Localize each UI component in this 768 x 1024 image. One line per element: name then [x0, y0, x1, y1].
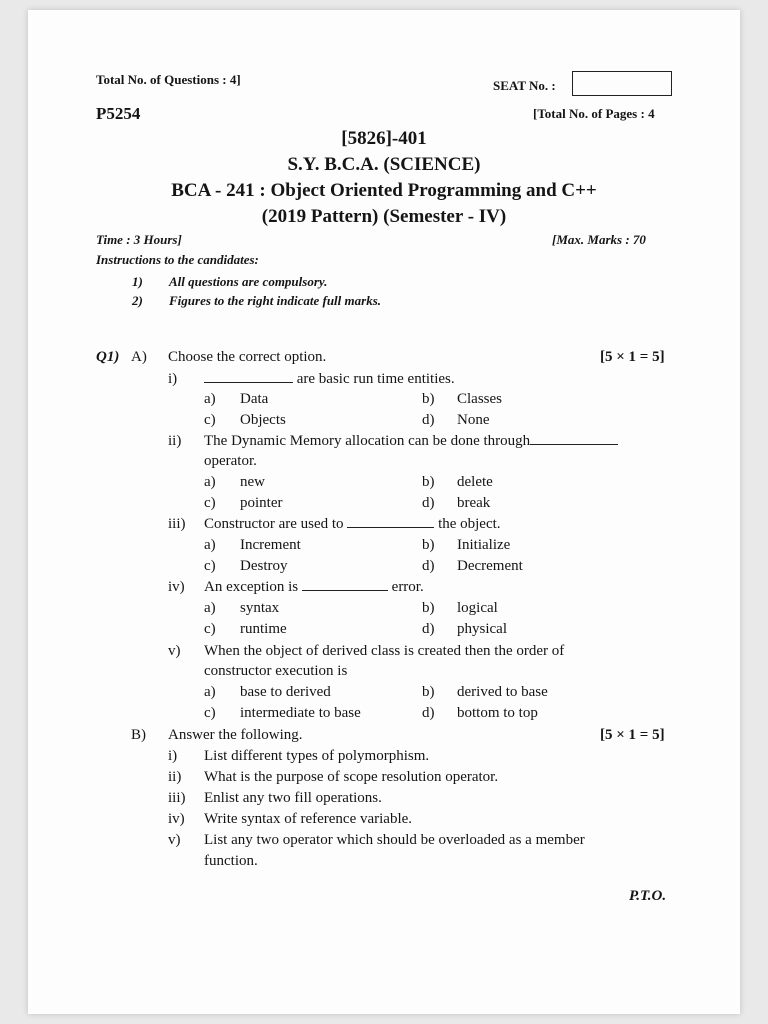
question-text: Constructor are used to the object. [204, 516, 501, 532]
subject-title: BCA - 241 : Object Oriented Programming and C++ [171, 180, 597, 201]
option-label: a) [204, 474, 216, 490]
instruction-number: 2) [132, 293, 143, 308]
option-text: derived to base [457, 684, 548, 700]
item-text: Write syntax of reference variable. [204, 811, 413, 827]
course-name: S.Y. B.C.A. (SCIENCE) [287, 154, 481, 175]
question-number: v) [168, 643, 181, 659]
option-text: delete [457, 474, 493, 490]
option-label: c) [204, 412, 216, 428]
item-number: iii) [168, 790, 186, 806]
question-text: The Dynamic Memory allocation can be done through [204, 433, 618, 450]
item-text: List different types of polymorphism. [204, 748, 430, 764]
option-text: Objects [240, 412, 286, 428]
option-label: b) [422, 684, 435, 700]
answer-blank [302, 589, 388, 591]
question-text-continued: constructor execution is [204, 663, 348, 679]
option-label: d) [422, 412, 435, 428]
option-label: d) [422, 558, 435, 574]
item-number: i) [168, 748, 178, 764]
option-text: physical [457, 621, 507, 637]
total-pages: [Total No. of Pages : 4 [533, 106, 655, 121]
option-label: b) [422, 391, 435, 407]
exam-page [28, 10, 740, 1014]
part-a-heading: Choose the correct option. [168, 349, 327, 365]
question-number: i) [168, 371, 178, 387]
option-text: bottom to top [457, 705, 538, 721]
item-text: List any two operator which should be overloaded as a member [204, 832, 585, 848]
instruction-text: Figures to the right indicate full marks. [169, 293, 382, 308]
option-text: break [457, 495, 491, 511]
option-label: c) [204, 558, 216, 574]
option-text: None [457, 412, 490, 428]
max-marks: [Max. Marks : 70 [552, 232, 646, 247]
time-allowed: Time : 3 Hours] [96, 232, 182, 247]
exam-code: [5826]-401 [341, 128, 427, 149]
question-number: ii) [168, 433, 182, 449]
option-text: Decrement [457, 558, 523, 574]
please-turn-over: P.T.O. [629, 888, 667, 904]
option-text: logical [457, 600, 498, 616]
instruction-number: 1) [132, 274, 143, 289]
option-text: Increment [240, 537, 301, 553]
part-b-marks: [5 × 1 = 5] [600, 727, 665, 743]
part-a-marks: [5 × 1 = 5] [600, 349, 665, 365]
option-text: syntax [240, 600, 280, 616]
question-label: Q1) [96, 349, 120, 365]
question-text: An exception is error. [204, 579, 424, 595]
option-text: Initialize [457, 537, 511, 553]
question-text-continued: operator. [204, 453, 257, 469]
option-label: c) [204, 495, 216, 511]
option-label: d) [422, 621, 435, 637]
part-b-heading: Answer the following. [168, 727, 303, 743]
option-label: a) [204, 600, 216, 616]
option-label: b) [422, 537, 435, 553]
item-number: iv) [168, 811, 185, 827]
seat-label: SEAT No. : [493, 78, 556, 93]
pattern-semester: (2019 Pattern) (Semester - IV) [261, 206, 507, 227]
item-text: Enlist any two fill operations. [204, 790, 382, 806]
part-b-label: B) [131, 727, 146, 743]
option-text: pointer [240, 495, 283, 511]
option-text: Classes [457, 391, 502, 407]
paper-code: P5254 [96, 104, 141, 123]
option-label: d) [422, 705, 435, 721]
item-text-continued: function. [204, 853, 258, 869]
instructions-heading: Instructions to the candidates: [96, 252, 259, 267]
option-label: c) [204, 705, 216, 721]
seat-number-box [572, 71, 672, 96]
option-text: base to derived [240, 684, 331, 700]
option-label: b) [422, 600, 435, 616]
answer-blank [530, 443, 618, 445]
option-label: b) [422, 474, 435, 490]
item-number: ii) [168, 769, 182, 785]
option-label: a) [204, 391, 216, 407]
option-text: intermediate to base [240, 705, 361, 721]
total-questions: Total No. of Questions : 4] [96, 72, 241, 87]
question-number: iii) [168, 516, 186, 532]
item-number: v) [168, 832, 181, 848]
question-text: When the object of derived class is created then the order of [204, 643, 565, 659]
option-label: a) [204, 684, 216, 700]
option-text: Data [240, 391, 269, 407]
part-a-label: A) [131, 349, 147, 365]
question-text: are basic run time entities. [204, 371, 455, 388]
option-text: runtime [240, 621, 287, 637]
instruction-text: All questions are compulsory. [169, 274, 328, 289]
item-text: What is the purpose of scope resolution operator. [204, 769, 499, 785]
answer-blank [204, 381, 293, 383]
question-number: iv) [168, 579, 185, 595]
option-text: new [240, 474, 265, 490]
option-label: a) [204, 537, 216, 553]
option-label: c) [204, 621, 216, 637]
option-label: d) [422, 495, 435, 511]
option-text: Destroy [240, 558, 288, 574]
answer-blank [347, 526, 434, 528]
